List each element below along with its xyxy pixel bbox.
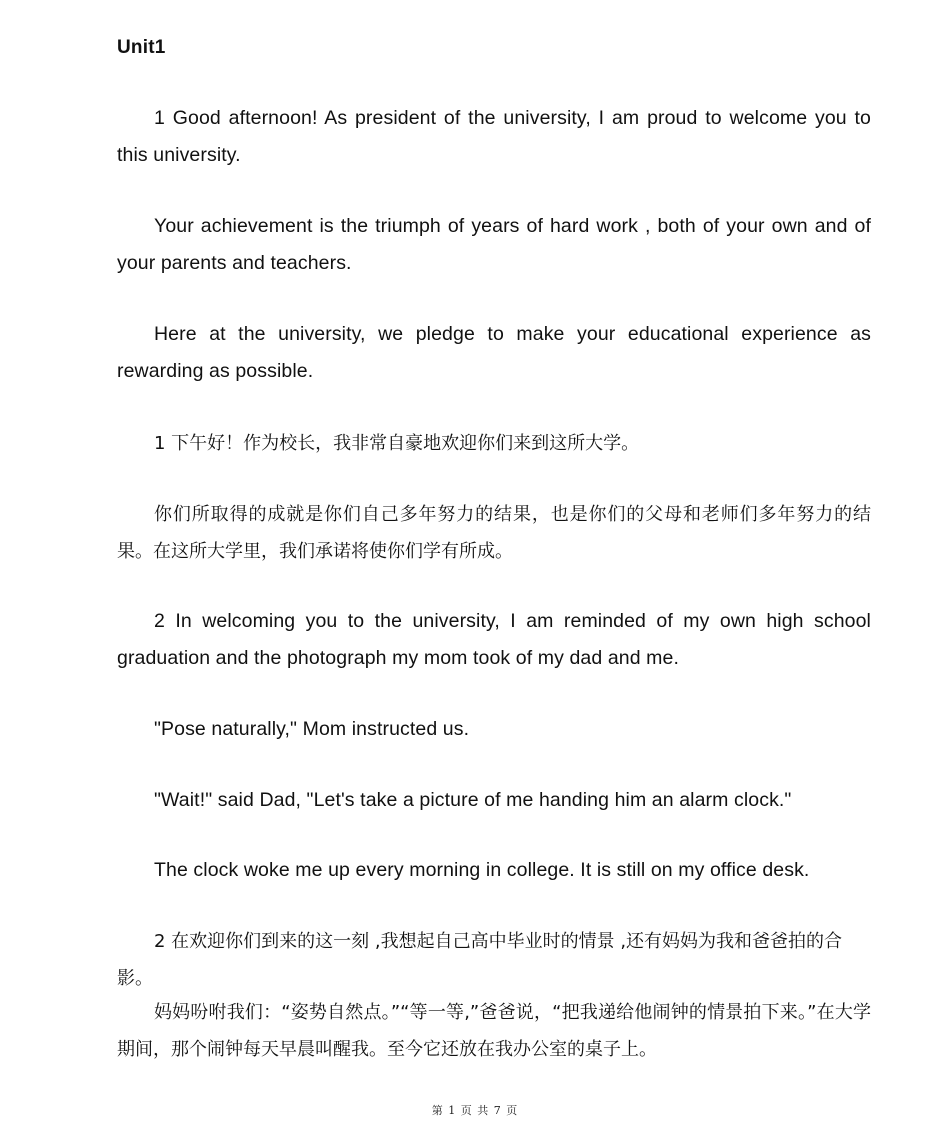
paragraph-9-en: The clock woke me up every morning in college. It is still on my office desk. [154,859,810,881]
unit-title: Unit1 [117,37,166,58]
paragraph-6-en: 2 In welcoming you to the university, I am reminded of my own high school graduation and the photograph my mom took of my dad and me. [117,610,871,669]
paragraph-1-en: 1 Good afternoon! As president of the university, I am proud to welcome you to this university. [117,107,871,166]
paragraph-8-en: "Wait!" said Dad, "Let's take a picture of me handing him an alarm clock." [154,789,792,811]
paragraph-2-en: Your achievement is the triumph of years of hard work , both of your own and of your parents and teachers. [117,215,871,274]
paragraph-11-cn: 妈妈吩咐我们：“姿势自然点。”“等一等,”爸爸说，“把我递给他闹钟的情景拍下来。”在大学期间，那个闹钟每天早晨叫醒我。至今它还放在我办公室的桌子上。 [117,1002,871,1060]
paragraph-5-cn: 你们所取得的成就是你们自己多年努力的结果，也是你们的父母和老师们多年努力的结果。在这所大学里，我们承诺将使你们学有所成。 [117,504,871,562]
paragraph-3-en: Here at the university, we pledge to make your educational experience as rewarding as possible. [117,323,871,382]
page-number-footer: 第 1 页 共 7 页 [431,1104,519,1117]
paragraph-4-cn: 1 下午好！作为校长，我非常自豪地欢迎你们来到这所大学。 [154,433,640,454]
paragraph-7-en: "Pose naturally," Mom instructed us. [154,718,470,740]
paragraph-10-cn: 2 在欢迎你们到来的这一刻 ,我想起自己高中毕业时的情景 ,还有妈妈为我和爸爸拍的合影。 [117,931,843,989]
